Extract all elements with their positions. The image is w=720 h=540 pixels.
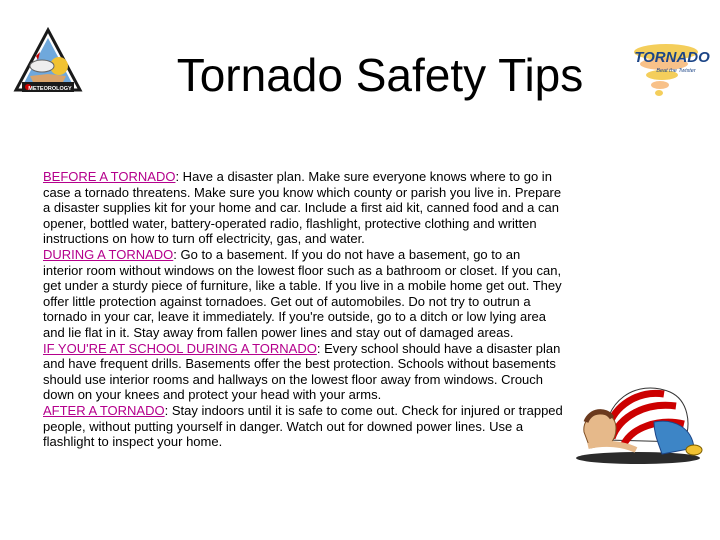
meteorology-triangle-icon	[12, 26, 84, 96]
section-before	[43, 169, 563, 247]
section-heading: AFTER A TORNADO	[43, 402, 165, 418]
crouching-child-illustration	[566, 362, 706, 466]
section-during	[43, 247, 563, 341]
section-text: : Stay indoors until it is safe to come out. Check for injured or trapped people, without putting yourself in danger. Watch out for downed power lines. Use a flashlight to inspect your home.	[43, 402, 563, 450]
section-text: : Every school should have a disaster plan and have frequent drills. Basements offer the best protection. Schools without basements should use interior rooms and hallways on the lowest floor away from windows. Crouch down on your knees and protect your head with your arms.	[43, 340, 561, 403]
section-heading: DURING A TORNADO	[43, 246, 174, 262]
safety-tips-body	[43, 169, 563, 450]
section-school	[43, 341, 563, 403]
section-after	[43, 403, 563, 450]
logo-left-text: METEOROLOGY	[28, 86, 72, 92]
section-text: : Have a disaster plan. Make sure everyone knows where to go in case a tornado threatens. Make sure you know which county or parish you live in. Prepare a disaster supplies kit for your home and car. Include a first aid kit, canned food and a can opener, bottled water, battery-operated radio, flashlight, protective clothing and written instructions on how to turn off electricity, gas, and water.	[43, 169, 562, 247]
section-heading: IF YOU'RE AT SCHOOL DURING A TORNADO	[43, 340, 317, 356]
logo-right-tagline: Beat the Twister	[656, 68, 696, 74]
logo-right-brand: TORNADO	[634, 49, 710, 66]
meteorology-logo	[12, 26, 84, 96]
crouching-child-icon	[566, 362, 706, 466]
tornado-swirl-icon	[628, 38, 710, 98]
page-title: Tornado Safety Tips	[176, 49, 584, 101]
section-text: : Go to a basement. If you do not have a basement, go to an interior room without windows on the lowest floor such as a bathroom or closet. If you can, get under a sturdy piece of furniture, like a table. If you live in a mobile home get out. They offer little protection against tornadoes. Get out of automobiles. Do not try to outrun a tornado in your car, leave it immediately. If you're outside, go to a ditch or low lying area and lie flat in it. Stay away from fallen power lines and stay out of damaged areas.	[43, 246, 562, 340]
section-heading: BEFORE A TORNADO	[43, 169, 176, 184]
tornado-logo	[628, 38, 710, 98]
